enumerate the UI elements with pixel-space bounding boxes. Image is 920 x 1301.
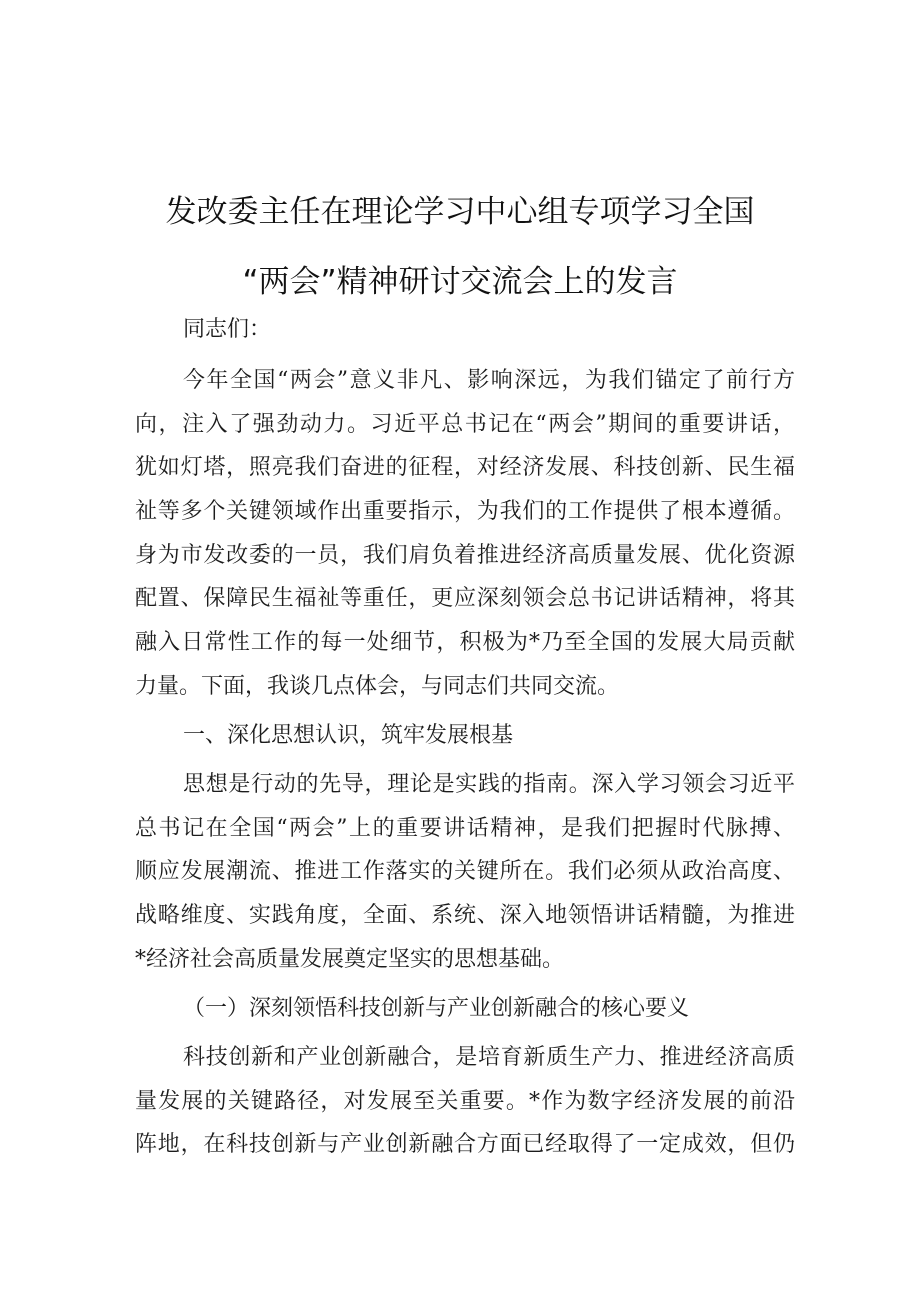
paragraph-line: 今年全国“两会”意义非凡、影响深远，为我们锚定了前行方 — [183, 368, 795, 393]
section-heading: 一、深化思想认识，筑牢发展根基 — [183, 723, 514, 748]
paragraph-line: 犹如灯塔，照亮我们奋进的征程，对经济发展、科技创新、民生福 — [135, 455, 795, 480]
document-title-line-2: “两会”精神研讨交流会上的发言 — [242, 264, 678, 300]
paragraph-line: 身为市发改委的一员，我们肩负着推进经济高质量发展、优化资源 — [135, 543, 795, 568]
paragraph-line: 科技创新和产业创新融合，是培育新质生产力、推进经济高质 — [183, 1045, 795, 1070]
paragraph-line: 总书记在全国“两会”上的重要讲话精神，是我们把握时代脉搏、 — [135, 816, 795, 841]
paragraph-line: 思想是行动的先导，理论是实践的指南。深入学习领会习近平 — [183, 772, 795, 797]
paragraph-line: 配置、保障民生福祉等重任，更应深刻领会总书记讲话精神，将其 — [135, 586, 795, 611]
paragraph-line: 向，注入了强劲动力。习近平总书记在“两会”期间的重要讲话， — [135, 412, 795, 437]
paragraph-line: 祉等多个关键领域作出重要指示，为我们的工作提供了根本遵循。 — [135, 499, 795, 524]
paragraph-line: 顺应发展潮流、推进工作落实的关键所在。我们必须从政治高度、 — [135, 859, 795, 884]
salutation: 同志们： — [183, 317, 272, 342]
paragraph-line: 融入日常性工作的每一处细节，积极为*乃至全国的发展大局贡献 — [135, 630, 795, 655]
document-title-line-1: 发改委主任在理论学习中心组专项学习全国 — [165, 194, 755, 230]
paragraph-line: 阵地，在科技创新与产业创新融合方面已经取得了一定成效，但仍 — [135, 1132, 795, 1157]
paragraph-line: 量发展的关键路径，对发展至关重要。*作为数字经济发展的前沿 — [135, 1089, 795, 1114]
subsection-heading: （一）深刻领悟科技创新与产业创新融合的核心要义 — [183, 996, 690, 1021]
paragraph-line: *经济社会高质量发展奠定坚实的思想基础。 — [135, 947, 565, 972]
paragraph-line: 力量。下面，我谈几点体会，与同志们共同交流。 — [135, 674, 620, 699]
paragraph-line: 战略维度、实践角度，全面、系统、深入地领悟讲话精髓，为推进 — [135, 903, 795, 928]
